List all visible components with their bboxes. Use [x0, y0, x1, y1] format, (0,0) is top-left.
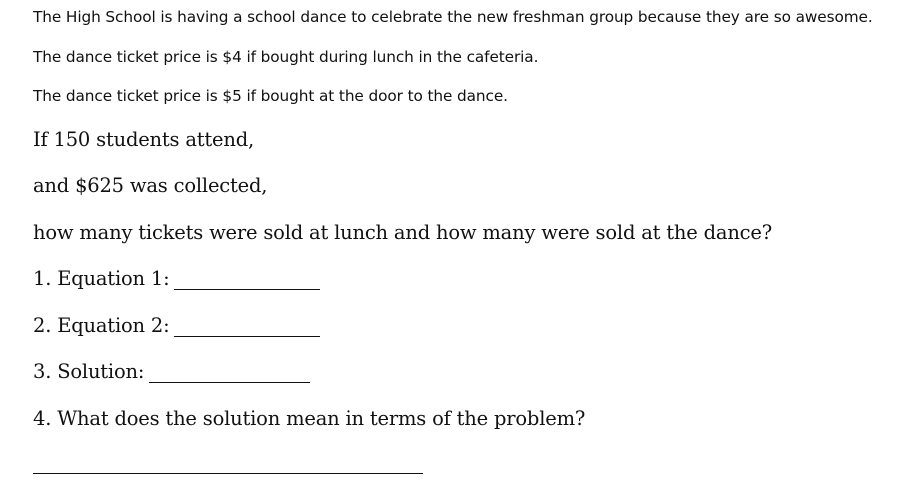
- meaning-answer-blank[interactable]: [33, 473, 423, 474]
- question-2: [33, 314, 320, 337]
- problem-line-1: If 150 students attend,: [33, 128, 255, 151]
- intro-line-1: The High School is having a school dance to celebrate the new freshman group because they are so awesome.: [33, 8, 873, 26]
- equation-2-blank[interactable]: [174, 335, 320, 337]
- problem-line-2: and $625 was collected,: [33, 174, 268, 197]
- question-4: 4. What does the solution mean in terms of the problem?: [33, 407, 586, 430]
- intro-line-2: The dance ticket price is $4 if bought during lunch in the cafeteria.: [33, 48, 539, 66]
- question-2-label: 2. Equation 2:: [33, 314, 170, 337]
- question-3: [33, 360, 310, 383]
- question-3-label: 3. Solution:: [33, 360, 145, 383]
- question-1-label: 1. Equation 1:: [33, 267, 170, 290]
- intro-line-3: The dance ticket price is $5 if bought at the door to the dance.: [33, 87, 508, 105]
- problem-line-3: how many tickets were sold at lunch and how many were sold at the dance?: [33, 221, 772, 244]
- solution-blank[interactable]: [149, 381, 310, 383]
- equation-1-blank[interactable]: [174, 288, 320, 290]
- question-1: [33, 267, 320, 290]
